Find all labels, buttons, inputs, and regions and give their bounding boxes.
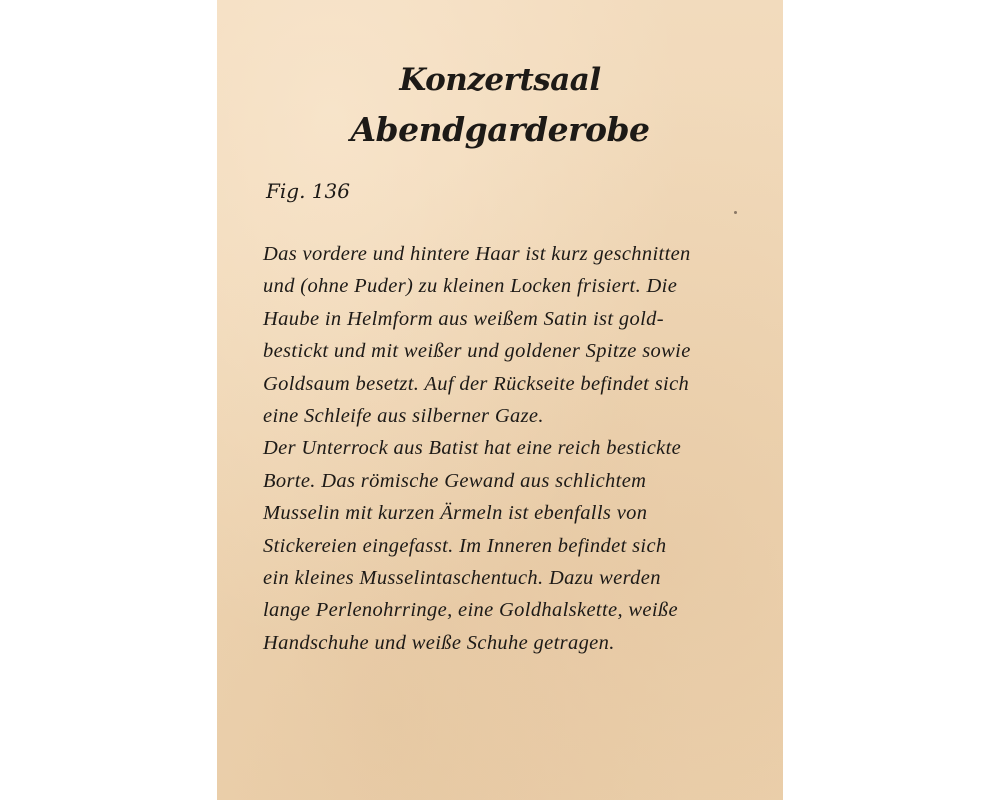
text-line: lange Perlenohrringe, eine Goldhalskette, weiße: [263, 599, 678, 622]
text-line: Der Unterrock aus Batist hat eine reich bestickte: [263, 437, 682, 460]
text-line: Stickereien eingefasst. Im Inneren befindet sich: [263, 534, 667, 557]
text-line: eine Schleife aus silberner Gaze.: [263, 404, 544, 427]
text-line: bestickt und mit weißer und goldener Spitze sowie: [263, 340, 691, 363]
text-line: Goldsaum besetzt. Auf der Rückseite befindet sich: [263, 372, 690, 395]
page-title-line-2: Abendgarderobe: [350, 110, 650, 149]
text-line: Borte. Das römische Gewand aus schlichtem: [263, 469, 647, 492]
page-title-line-1: Konzertsaal: [399, 62, 601, 98]
paper-speck: [734, 211, 737, 214]
book-page: [217, 0, 783, 800]
text-line: Haube in Helmform aus weißem Satin ist gold-: [263, 307, 664, 330]
text-line: ein kleines Musselintaschentuch. Dazu werden: [263, 566, 661, 589]
text-line: Das vordere und hintere Haar ist kurz geschnitten: [263, 243, 691, 265]
text-line: und (ohne Puder) zu kleinen Locken frisiert. Die: [263, 275, 678, 298]
figure-label: Fig. 136: [266, 179, 350, 203]
text-line: Handschuhe und weiße Schuhe getragen.: [263, 631, 615, 654]
description-text: [263, 238, 753, 659]
text-line: Musselin mit kurzen Ärmeln ist ebenfalls von: [263, 502, 648, 525]
